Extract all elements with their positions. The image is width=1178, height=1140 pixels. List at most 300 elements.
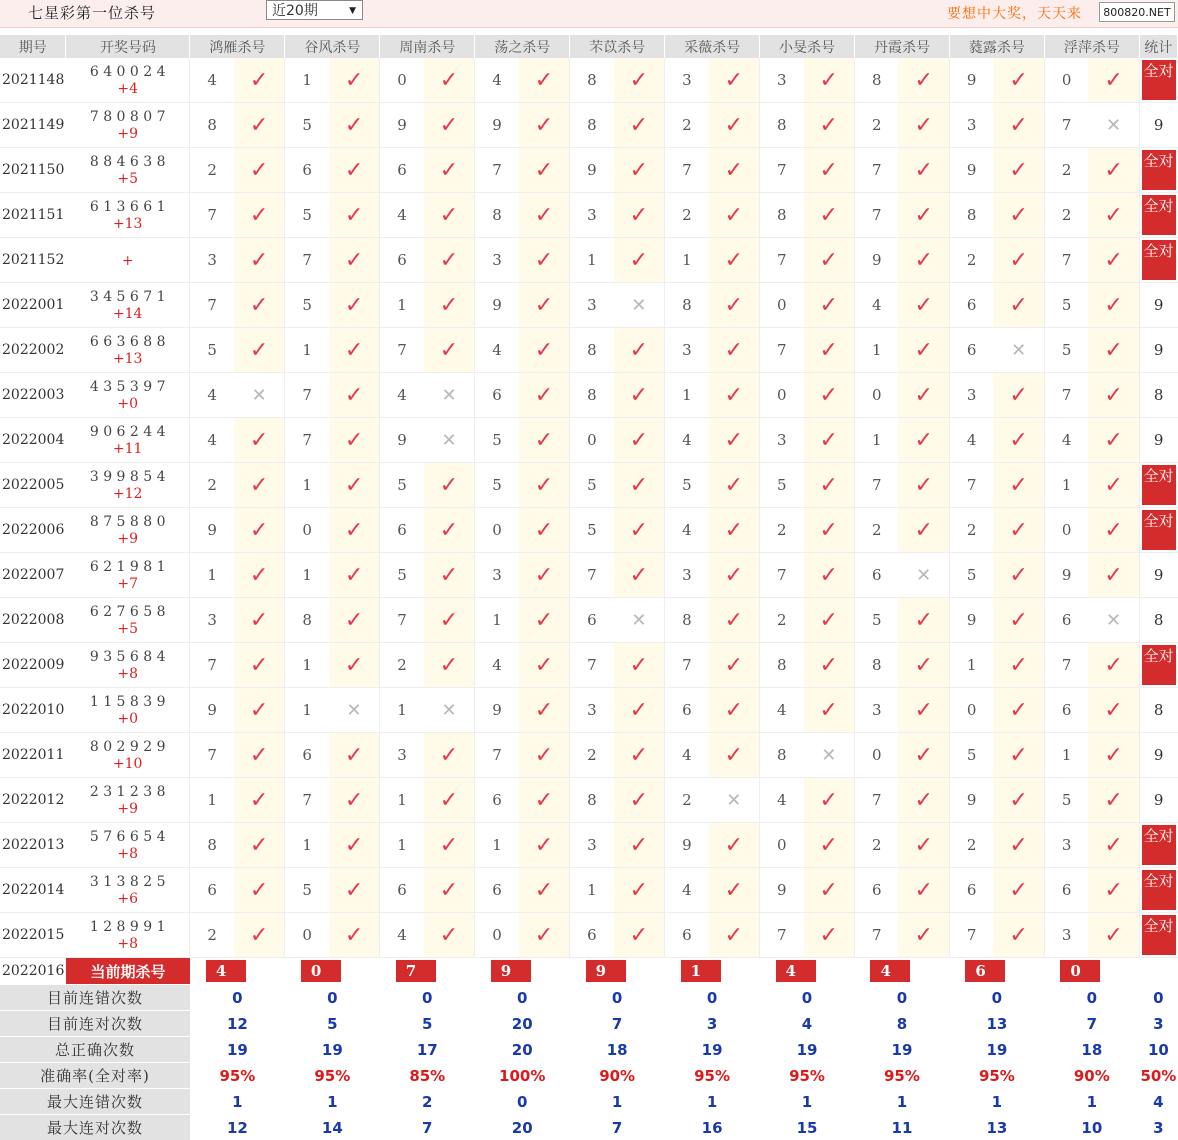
period-cell: 2022011 [0,733,66,778]
kill-number-cell: 1 [380,778,424,823]
current-kill-cell [760,958,855,985]
kill-number-cell: 8 [570,373,614,418]
kill-number-cell: 1 [570,238,614,283]
check-icon: ✓ [725,428,743,453]
result-mark-cell [1088,688,1139,733]
stat-cell [1139,148,1177,193]
check-icon: ✓ [820,473,838,498]
kill-number-cell: 2 [665,778,709,823]
result-mark-cell [1088,733,1139,778]
result-mark-cell [329,643,380,688]
kill-number-cell: 2 [665,193,709,238]
kill-number-cell: 4 [665,733,709,778]
kill-number-cell: 7 [665,643,709,688]
winning-numbers: 1 2 8 9 9 1 [66,919,189,936]
winning-numbers-cell [66,733,190,778]
check-icon: ✓ [250,698,268,723]
result-mark-cell [519,868,570,913]
kill-number-cell: 1 [380,823,424,868]
result-mark-cell [1088,823,1139,868]
result-mark-cell [234,823,285,868]
kill-number-cell: 4 [380,373,424,418]
kill-number-cell: 1 [854,418,898,463]
number-sum: +8 [66,846,189,863]
top-bar [0,0,1178,28]
kill-number-cell: 6 [1044,688,1088,733]
kill-number-cell: 3 [475,553,519,598]
kill-number-cell: 5 [285,103,329,148]
result-mark-cell [234,778,285,823]
kill-number-cell: 9 [190,688,234,733]
result-mark-cell [329,733,380,778]
kill-number-cell: 7 [570,643,614,688]
check-icon: ✓ [345,68,363,93]
result-mark-cell [424,733,475,778]
result-mark-cell [519,373,570,418]
result-mark-cell [234,418,285,463]
check-icon: ✓ [535,428,553,453]
winning-numbers-cell [66,103,190,148]
cross-icon: ✕ [631,295,646,316]
result-mark-cell [614,238,665,283]
all-right-badge: 全对 [1142,240,1176,280]
summary-value: 14 [285,1115,380,1140]
summary-value: 19 [854,1037,949,1063]
kill-number-cell: 1 [475,598,519,643]
result-mark-cell [709,148,760,193]
winning-numbers-cell [66,148,190,193]
result-mark-cell [329,238,380,283]
current-kill-cell [285,958,380,985]
number-sum: +0 [66,396,189,413]
kill-number-cell: 6 [949,283,993,328]
summary-value: 0 [475,1089,570,1115]
kill-number-cell: 2 [760,598,804,643]
kill-number-cell: 7 [1044,238,1088,283]
result-mark-cell [993,148,1044,193]
kill-number-cell: 7 [854,913,898,958]
kill-number-cell: 2 [190,913,234,958]
kill-number-cell: 1 [570,868,614,913]
result-mark-cell [898,103,949,148]
check-icon: ✓ [914,473,932,498]
summary-value: 7 [570,1115,665,1140]
current-stat-empty [1139,958,1177,985]
check-icon: ✓ [345,923,363,948]
winning-numbers: 9 0 6 2 4 4 [66,424,189,441]
summary-value: 100% [475,1063,570,1089]
result-mark-cell [1088,103,1139,148]
result-mark-cell [234,598,285,643]
number-sum: +12 [66,486,189,503]
check-icon: ✓ [1009,788,1027,813]
result-mark-cell [519,733,570,778]
result-mark-cell [614,688,665,733]
kill-number-cell: 3 [949,373,993,418]
number-sum: +4 [66,81,189,98]
current-kill-number: 1 [681,960,721,982]
summary-value: 13 [949,1115,1044,1140]
check-icon: ✓ [345,473,363,498]
kill-number-cell: 1 [854,328,898,373]
result-mark-cell [614,58,665,103]
result-mark-cell [234,58,285,103]
result-mark-cell [1088,598,1139,643]
result-mark-cell [519,823,570,868]
column-header-expert: 鸿雁杀号 [190,35,285,58]
check-icon: ✓ [1009,293,1027,318]
cross-icon: ✕ [1106,115,1121,136]
summary-value: 20 [475,1011,570,1037]
winning-numbers: 9 3 5 6 8 4 [66,649,189,666]
all-right-badge: 全对 [1142,150,1176,190]
kill-number-cell: 9 [949,58,993,103]
check-icon: ✓ [535,608,553,633]
kill-number-cell: 2 [190,463,234,508]
result-mark-cell [898,643,949,688]
kill-number-cell: 4 [665,868,709,913]
kill-number-cell: 2 [760,508,804,553]
result-mark-cell [1088,193,1139,238]
summary-value: 1 [665,1089,760,1115]
kill-number-cell: 8 [190,103,234,148]
number-sum: +7 [66,576,189,593]
result-mark-cell [329,103,380,148]
summary-value: 0 [760,985,855,1011]
all-right-badge: 全对 [1142,465,1176,505]
result-mark-cell [993,373,1044,418]
number-sum: +13 [66,216,189,233]
result-mark-cell [329,868,380,913]
kill-number-cell: 0 [1044,508,1088,553]
kill-number-cell: 9 [570,148,614,193]
summary-value: 13 [949,1011,1044,1037]
result-mark-cell [614,418,665,463]
result-mark-cell [898,913,949,958]
period-cell: 2022001 [0,283,66,328]
table-row [0,778,1178,823]
winning-numbers: 2 3 1 2 3 8 [66,784,189,801]
site-link[interactable]: 800820.NET [1099,2,1175,22]
period-cell: 2021151 [0,193,66,238]
kill-number-cell: 4 [380,193,424,238]
winning-numbers-cell [66,868,190,913]
check-icon: ✓ [725,923,743,948]
result-mark-cell [519,778,570,823]
kill-number-cell: 3 [475,238,519,283]
result-mark-cell [519,688,570,733]
period-cell: 2021150 [0,148,66,193]
summary-value: 50% [1139,1063,1177,1089]
stat-cell: 8 [1139,373,1177,418]
check-icon: ✓ [630,248,648,273]
check-icon: ✓ [820,788,838,813]
check-icon: ✓ [440,833,458,858]
check-icon: ✓ [250,473,268,498]
kill-number-cell: 7 [760,553,804,598]
result-mark-cell [709,238,760,283]
result-mark-cell [1088,328,1139,373]
kill-number-cell: 3 [190,598,234,643]
winning-numbers-cell [66,508,190,553]
kill-number-cell: 9 [854,238,898,283]
check-icon: ✓ [535,698,553,723]
cross-icon: ✕ [726,790,741,811]
result-mark-cell [804,103,855,148]
result-mark-cell [424,553,475,598]
result-mark-cell [898,373,949,418]
check-icon: ✓ [250,203,268,228]
period-cell: 2022005 [0,463,66,508]
check-icon: ✓ [725,248,743,273]
check-icon: ✓ [1009,653,1027,678]
kill-number-cell: 1 [1044,733,1088,778]
kill-number-cell: 1 [285,328,329,373]
result-mark-cell [329,553,380,598]
check-icon: ✓ [345,158,363,183]
check-icon: ✓ [914,338,932,363]
check-icon: ✓ [914,293,932,318]
check-icon: ✓ [345,563,363,588]
number-sum: +8 [66,666,189,683]
check-icon: ✓ [914,518,932,543]
winning-numbers: 6 1 3 6 6 1 [66,199,189,216]
stat-cell [1139,643,1177,688]
check-icon: ✓ [345,743,363,768]
summary-value: 19 [665,1037,760,1063]
result-mark-cell [519,643,570,688]
kill-number-cell: 4 [665,418,709,463]
current-kill-number: 0 [301,960,341,982]
check-icon: ✓ [345,833,363,858]
result-mark-cell [804,778,855,823]
period-cell: 2022006 [0,508,66,553]
summary-value: 2 [380,1089,475,1115]
result-mark-cell [234,508,285,553]
winning-numbers-cell [66,238,190,283]
kill-number-cell: 5 [1044,778,1088,823]
check-icon: ✓ [1104,68,1122,93]
winning-numbers: 6 6 3 6 8 8 [66,334,189,351]
check-icon: ✓ [535,248,553,273]
kill-number-cell: 1 [380,688,424,733]
result-mark-cell [993,463,1044,508]
stat-cell [1139,823,1177,868]
result-mark-cell [993,823,1044,868]
result-mark-cell [1088,913,1139,958]
table-row [0,868,1178,913]
kill-number-cell: 6 [854,868,898,913]
result-mark-cell [709,868,760,913]
check-icon: ✓ [725,68,743,93]
table-row [0,58,1178,103]
kill-number-cell: 1 [475,823,519,868]
kill-number-cell: 8 [665,598,709,643]
kill-number-cell: 3 [854,688,898,733]
check-icon: ✓ [250,653,268,678]
result-mark-cell [898,598,949,643]
table-row [0,688,1178,733]
check-icon: ✓ [1104,203,1122,228]
result-mark-cell [234,238,285,283]
check-icon: ✓ [630,833,648,858]
kill-number-cell: 5 [190,328,234,373]
winning-numbers: 6 2 7 6 5 8 [66,604,189,621]
kill-number-cell: 1 [190,553,234,598]
check-icon: ✓ [345,113,363,138]
check-icon: ✓ [914,653,932,678]
result-mark-cell [329,463,380,508]
kill-number-cell: 8 [760,733,804,778]
result-mark-cell [898,508,949,553]
winning-numbers-cell [66,643,190,688]
check-icon: ✓ [250,158,268,183]
check-icon: ✓ [345,608,363,633]
summary-value: 7 [380,1115,475,1140]
result-mark-cell [1088,418,1139,463]
column-header-period: 期号 [0,35,66,58]
result-mark-cell [898,328,949,373]
check-icon: ✓ [820,158,838,183]
check-icon: ✓ [725,203,743,228]
winning-numbers-cell [66,328,190,373]
kill-number-cell: 6 [665,913,709,958]
check-icon: ✓ [535,563,553,588]
winning-numbers-cell [66,193,190,238]
check-icon: ✓ [630,788,648,813]
period-select[interactable] [266,0,363,20]
current-period-row [0,958,1178,985]
result-mark-cell [709,418,760,463]
stat-cell: 9 [1139,103,1177,148]
check-icon: ✓ [1104,158,1122,183]
kill-number-cell: 4 [475,643,519,688]
check-icon: ✓ [345,518,363,543]
check-icon: ✓ [345,878,363,903]
result-mark-cell [614,553,665,598]
result-mark-cell [709,913,760,958]
kill-number-cell: 5 [665,463,709,508]
summary-value: 19 [190,1037,285,1063]
kill-number-cell: 2 [570,733,614,778]
result-mark-cell [804,418,855,463]
result-mark-cell [804,913,855,958]
result-mark-cell [424,688,475,733]
result-mark-cell [804,643,855,688]
winning-numbers-cell [66,913,190,958]
winning-numbers-cell [66,283,190,328]
result-mark-cell [614,328,665,373]
result-mark-cell [993,238,1044,283]
check-icon: ✓ [914,203,932,228]
result-mark-cell [804,508,855,553]
result-mark-cell [1088,508,1139,553]
summary-value: 95% [760,1063,855,1089]
result-mark-cell [993,913,1044,958]
kill-number-cell: 6 [570,598,614,643]
check-icon: ✓ [535,338,553,363]
result-mark-cell [329,373,380,418]
summary-value: 8 [854,1011,949,1037]
check-icon: ✓ [820,923,838,948]
kill-number-cell: 0 [949,688,993,733]
result-mark-cell [424,463,475,508]
check-icon: ✓ [1009,878,1027,903]
check-icon: ✓ [630,203,648,228]
kill-number-cell: 4 [475,328,519,373]
kill-number-cell: 6 [380,148,424,193]
check-icon: ✓ [820,293,838,318]
cross-icon: ✕ [252,385,267,406]
result-mark-cell [804,598,855,643]
result-mark-cell [1088,238,1139,283]
kill-number-cell: 4 [854,283,898,328]
kill-number-cell: 5 [475,418,519,463]
kill-number-cell: 5 [1044,283,1088,328]
check-icon: ✓ [914,428,932,453]
result-mark-cell [424,778,475,823]
summary-value: 3 [1139,1011,1177,1037]
check-icon: ✓ [914,248,932,273]
result-mark-cell [804,823,855,868]
current-period: 2022016 [0,958,66,985]
check-icon: ✓ [250,428,268,453]
check-icon: ✓ [725,743,743,768]
kill-number-cell: 3 [665,58,709,103]
check-icon: ✓ [535,383,553,408]
column-header-expert: 芣苡杀号 [570,35,665,58]
check-icon: ✓ [820,113,838,138]
kill-number-cell: 2 [1044,193,1088,238]
cross-icon: ✕ [1011,340,1026,361]
result-mark-cell [993,688,1044,733]
kill-number-cell: 1 [285,643,329,688]
summary-label: 最大连对次数 [0,1115,190,1140]
result-mark-cell [804,688,855,733]
column-header-expert: 周南杀号 [380,35,475,58]
result-mark-cell [804,238,855,283]
stat-cell: 9 [1139,328,1177,373]
check-icon: ✓ [1009,383,1027,408]
summary-value: 4 [1139,1089,1177,1115]
result-mark-cell [709,553,760,598]
summary-row [0,1063,1178,1089]
winning-numbers: 5 7 6 6 5 4 [66,829,189,846]
column-header-expert: 浮萍杀号 [1044,35,1139,58]
result-mark-cell [519,193,570,238]
kill-number-cell: 2 [854,103,898,148]
result-mark-cell [804,328,855,373]
result-mark-cell [614,868,665,913]
kill-number-cell: 6 [570,913,614,958]
result-mark-cell [709,103,760,148]
winning-numbers: 3 4 5 6 7 1 [66,289,189,306]
kill-number-cell: 4 [190,58,234,103]
result-mark-cell [1088,373,1139,418]
kill-number-cell: 2 [949,238,993,283]
kill-number-cell: 0 [760,373,804,418]
cross-icon: ✕ [821,745,836,766]
kill-number-cell: 6 [665,688,709,733]
kill-number-cell: 8 [570,328,614,373]
stat-cell: 9 [1139,733,1177,778]
check-icon: ✓ [725,158,743,183]
kill-number-cell: 9 [475,103,519,148]
kill-number-cell: 7 [285,238,329,283]
kill-number-cell: 9 [949,778,993,823]
check-icon: ✓ [725,878,743,903]
check-icon: ✓ [725,833,743,858]
